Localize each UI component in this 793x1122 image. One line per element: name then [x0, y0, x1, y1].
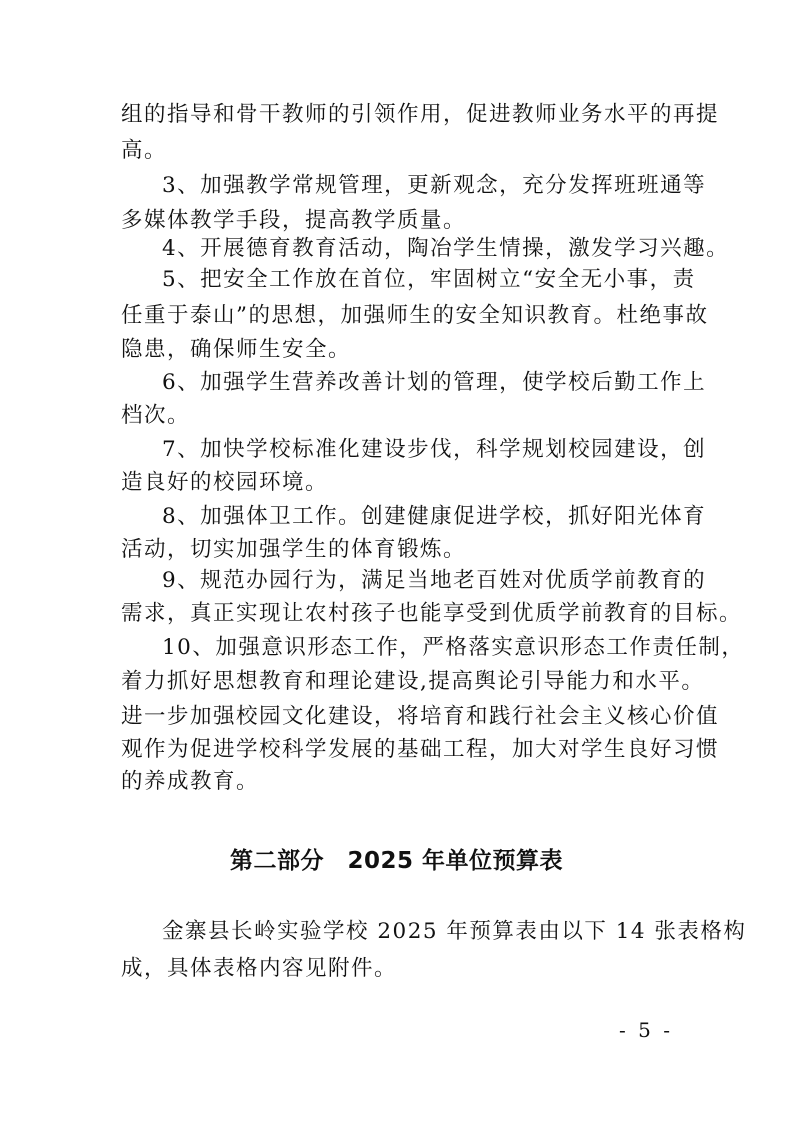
body-line: 着力抓好思想教育和理论建设,提高舆论引导能力和水平。 — [121, 669, 705, 694]
body-line: 档次。 — [121, 403, 191, 428]
body-line: 组的指导和骨干教师的引领作用，促进教师业务水平的再提 — [121, 102, 720, 127]
body-line: 观作为促进学校科学发展的基础工程，加大对学生良好习惯 — [121, 737, 720, 762]
body-line: 5、把安全工作放在首位，牢固树立“安全无小事，责 — [162, 267, 696, 292]
body-line: 的养成教育。 — [121, 769, 260, 794]
body-line: 高。 — [121, 138, 168, 163]
body-line: 多媒体教学手段，提高教学质量。 — [121, 208, 467, 233]
body-line: 10、加强意识形态工作，严格落实意识形态工作责任制， — [162, 635, 745, 660]
body-line: 需求，真正实现让农村孩子也能享受到优质学前教育的目标。 — [121, 601, 743, 626]
body-line: 活动，切实加强学生的体育锻炼。 — [121, 537, 467, 562]
body-line: 7、加快学校标准化建设步伐，科学规划校园建设，创 — [162, 437, 707, 462]
body-line: 8、加强体卫工作。创建健康促进学校，抓好阳光体育 — [162, 504, 707, 529]
body-line: 进一步加强校园文化建设，将培育和践行社会主义核心价值 — [121, 704, 720, 729]
section-heading: 第二部分 2025 年单位预算表 — [229, 848, 564, 874]
body-line: 任重于泰山”的思想，加强师生的安全知识教育。杜绝事故 — [121, 303, 709, 328]
body-line: 3、加强教学常规管理，更新观念，充分发挥班班通等 — [162, 173, 707, 198]
body-line: 4、开展德育教育活动，陶冶学生情操，激发学习兴趣。 — [162, 236, 730, 261]
page-number: - 5 - — [619, 1018, 673, 1042]
body-line: 造良好的校园环境。 — [121, 470, 329, 495]
section-line: 金寨县长岭实验学校 2025 年预算表由以下 14 张表格构 — [162, 919, 747, 944]
body-line: 隐患，确保师生安全。 — [121, 337, 352, 362]
section-line: 成，具体表格内容见附件。 — [121, 956, 398, 981]
body-line: 6、加强学生营养改善计划的管理，使学校后勤工作上 — [162, 370, 707, 395]
body-line: 9、规范办园行为，满足当地老百姓对优质学前教育的 — [162, 568, 707, 593]
